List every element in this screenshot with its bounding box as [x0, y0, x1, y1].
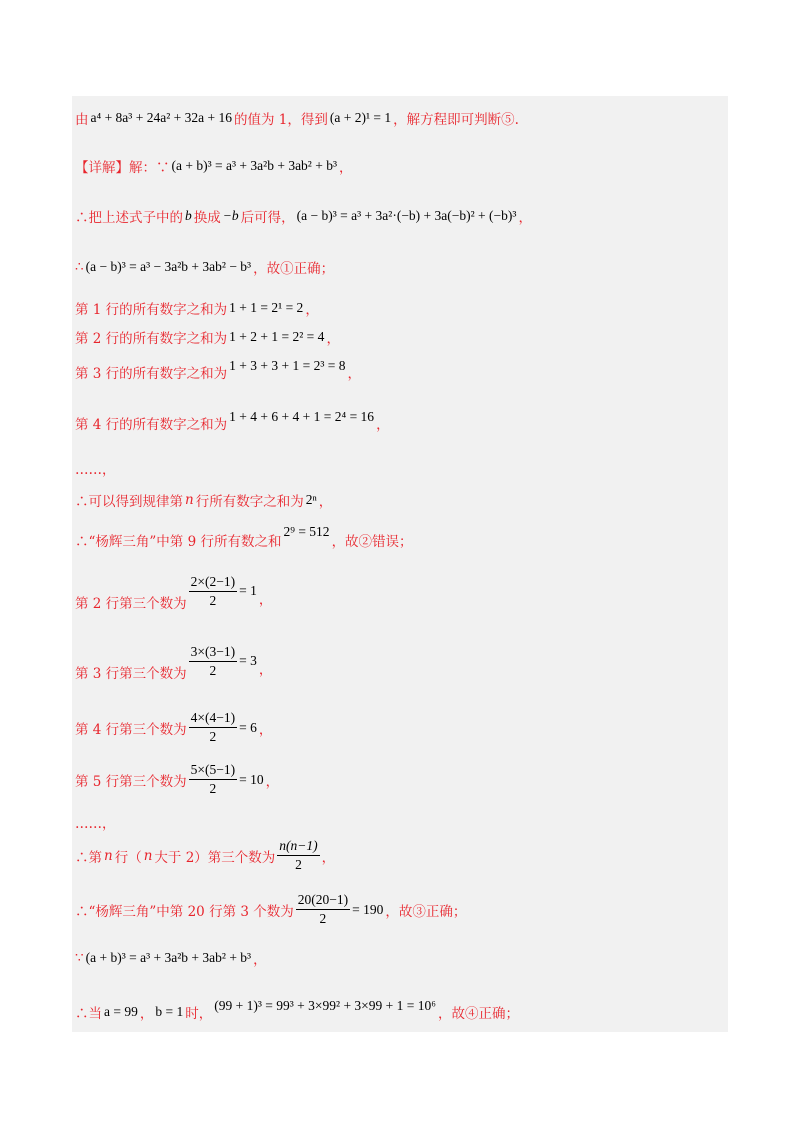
- math-expression: a = 99: [104, 1004, 138, 1019]
- solution-line-7: [75, 358, 362, 382]
- text: 第 4 行第三个数为: [75, 721, 187, 738]
- math-expression: 1 + 2 + 1 = 2² = 4: [229, 329, 325, 344]
- math-expression: (a + 2)¹ = 1: [329, 110, 392, 125]
- text: 第 3 行的所有数字之和为: [75, 366, 228, 382]
- ellipsis: ……，: [75, 462, 116, 478]
- solution-line-5: [75, 298, 319, 318]
- text: ，: [265, 773, 280, 790]
- text: ，故③正确；: [385, 903, 467, 920]
- text: ，: [339, 160, 353, 176]
- numerator: 2×(2−1): [189, 574, 237, 592]
- equals-value: = 190: [352, 901, 384, 917]
- denominator: 2: [209, 729, 217, 744]
- fraction: [296, 892, 350, 927]
- solution-line-8: [75, 409, 390, 433]
- fraction: [277, 838, 319, 873]
- text: 第 4 行的所有数字之和为: [75, 417, 228, 433]
- solution-line-16: [75, 812, 116, 832]
- text: ，: [318, 494, 333, 510]
- text: ∴: [75, 259, 84, 275]
- solution-line-19: [75, 948, 267, 968]
- text: ，: [321, 849, 336, 866]
- solution-line-20: [75, 998, 519, 1022]
- text: ，: [518, 210, 532, 226]
- text: ，故④正确；: [437, 1006, 519, 1022]
- math-expression: 1 + 1 = 2¹ = 2: [229, 300, 304, 315]
- text: ，解方程即可判断⑤.: [393, 112, 519, 128]
- text: 换成: [193, 210, 221, 226]
- text: ，故②错误；: [331, 534, 413, 550]
- solution-line-1: [75, 108, 519, 128]
- text: ，: [258, 721, 273, 738]
- solution-line-17: [75, 838, 335, 873]
- solution-line-2: [75, 156, 353, 176]
- denominator: 2: [209, 781, 217, 796]
- math-expression: (a − b)³ = a³ + 3a²·(−b) + 3a(−b)² + (−b)³: [296, 208, 517, 223]
- text: ，: [253, 952, 267, 968]
- text: 的值为 1，得到: [233, 112, 328, 128]
- math-expression: b = 1: [155, 1004, 184, 1019]
- equals-value: = 1: [239, 583, 257, 598]
- math-variable: n: [143, 847, 153, 864]
- math-variable: b: [185, 208, 192, 223]
- solution-line-11: [75, 524, 413, 550]
- text: ，: [376, 417, 390, 433]
- text: 由: [75, 112, 89, 128]
- numerator: 5×(5−1): [189, 762, 237, 780]
- fraction: [189, 644, 237, 679]
- solution-line-6: [75, 327, 340, 347]
- numerator: n(n−1): [277, 838, 319, 856]
- text: ，: [258, 662, 273, 678]
- text: ，: [347, 366, 362, 382]
- text: ，故①正确；: [253, 261, 335, 277]
- denominator: 2: [319, 911, 327, 926]
- solution-line-13: [75, 640, 272, 682]
- equals-value: = 6: [239, 719, 257, 735]
- math-expression: (99 + 1)³ = 99³ + 3×99² + 3×99 + 1 = 10⁶: [214, 998, 436, 1013]
- text: ∴第: [75, 849, 102, 866]
- solution-line-12: [75, 570, 272, 612]
- solution-line-18: [75, 892, 466, 927]
- denominator: 2: [209, 662, 217, 678]
- equals-value: = 10: [239, 771, 264, 787]
- text: ∴把上述式子中的: [75, 210, 183, 226]
- math-expression: (a − b)³ = a³ − 3a²b + 3ab² − b³: [85, 259, 252, 274]
- solution-line-3: [75, 206, 532, 226]
- solution-line-15: [75, 762, 279, 797]
- math-expression: a⁴ + 8a³ + 24a² + 32a + 16: [90, 110, 232, 125]
- numerator: 20(20−1): [296, 892, 350, 910]
- solution-line-10: [75, 490, 332, 510]
- text: 第 2 行的所有数字之和为: [75, 331, 228, 347]
- text: 第 5 行第三个数为: [75, 773, 187, 790]
- equals-value: = 3: [239, 653, 257, 668]
- math-variable: −b: [222, 208, 239, 223]
- text: 第 1 行的所有数字之和为: [75, 302, 228, 318]
- solution-line-14: [75, 710, 272, 745]
- solution-line-4: [75, 257, 334, 277]
- numerator: 3×(3−1): [189, 644, 237, 662]
- math-expression: 2ⁿ: [305, 492, 317, 507]
- math-variable: n: [185, 492, 194, 508]
- math-expression: 1 + 4 + 6 + 4 + 1 = 2⁴ = 16: [229, 409, 375, 424]
- text: ，: [326, 331, 340, 347]
- denominator: 2: [295, 857, 302, 872]
- numerator: 4×(4−1): [189, 710, 237, 728]
- text: 行（: [114, 849, 142, 866]
- solution-line-9: [75, 458, 116, 478]
- text: ∴“杨辉三角”中第 9 行所有数之和: [75, 534, 282, 550]
- text: 时，: [185, 1006, 213, 1022]
- denominator: 2: [209, 592, 217, 608]
- text: ∴可以得到规律第: [75, 494, 183, 510]
- text: 第 2 行第三个数为: [75, 596, 187, 612]
- text: ∵: [75, 950, 84, 966]
- math-variable: n: [104, 847, 113, 864]
- fraction: [189, 574, 237, 609]
- fraction: [189, 710, 237, 745]
- text: 第 3 行第三个数为: [75, 666, 187, 682]
- math-expression: (a + b)³ = a³ + 3a²b + 3ab² + b³: [171, 158, 338, 173]
- text: ∴“杨辉三角”中第 20 行第 3 个数为: [75, 903, 294, 920]
- text: ∴当: [75, 1006, 102, 1022]
- text: 行所有数字之和为: [195, 494, 304, 510]
- text: 【详解】解：∵: [75, 160, 170, 176]
- text: ，: [305, 302, 319, 318]
- math-expression: 2⁹ = 512: [283, 524, 330, 539]
- math-expression: 1 + 3 + 3 + 1 = 2³ = 8: [229, 358, 346, 373]
- text: 后可得，: [240, 210, 295, 226]
- text: ，: [258, 592, 273, 608]
- ellipsis: ……，: [75, 816, 116, 832]
- text: 大于 2）第三个数为: [154, 849, 276, 866]
- text: ，: [139, 1006, 154, 1022]
- math-expression: (a + b)³ = a³ + 3a²b + 3ab² + b³: [85, 950, 252, 965]
- fraction: [189, 762, 237, 797]
